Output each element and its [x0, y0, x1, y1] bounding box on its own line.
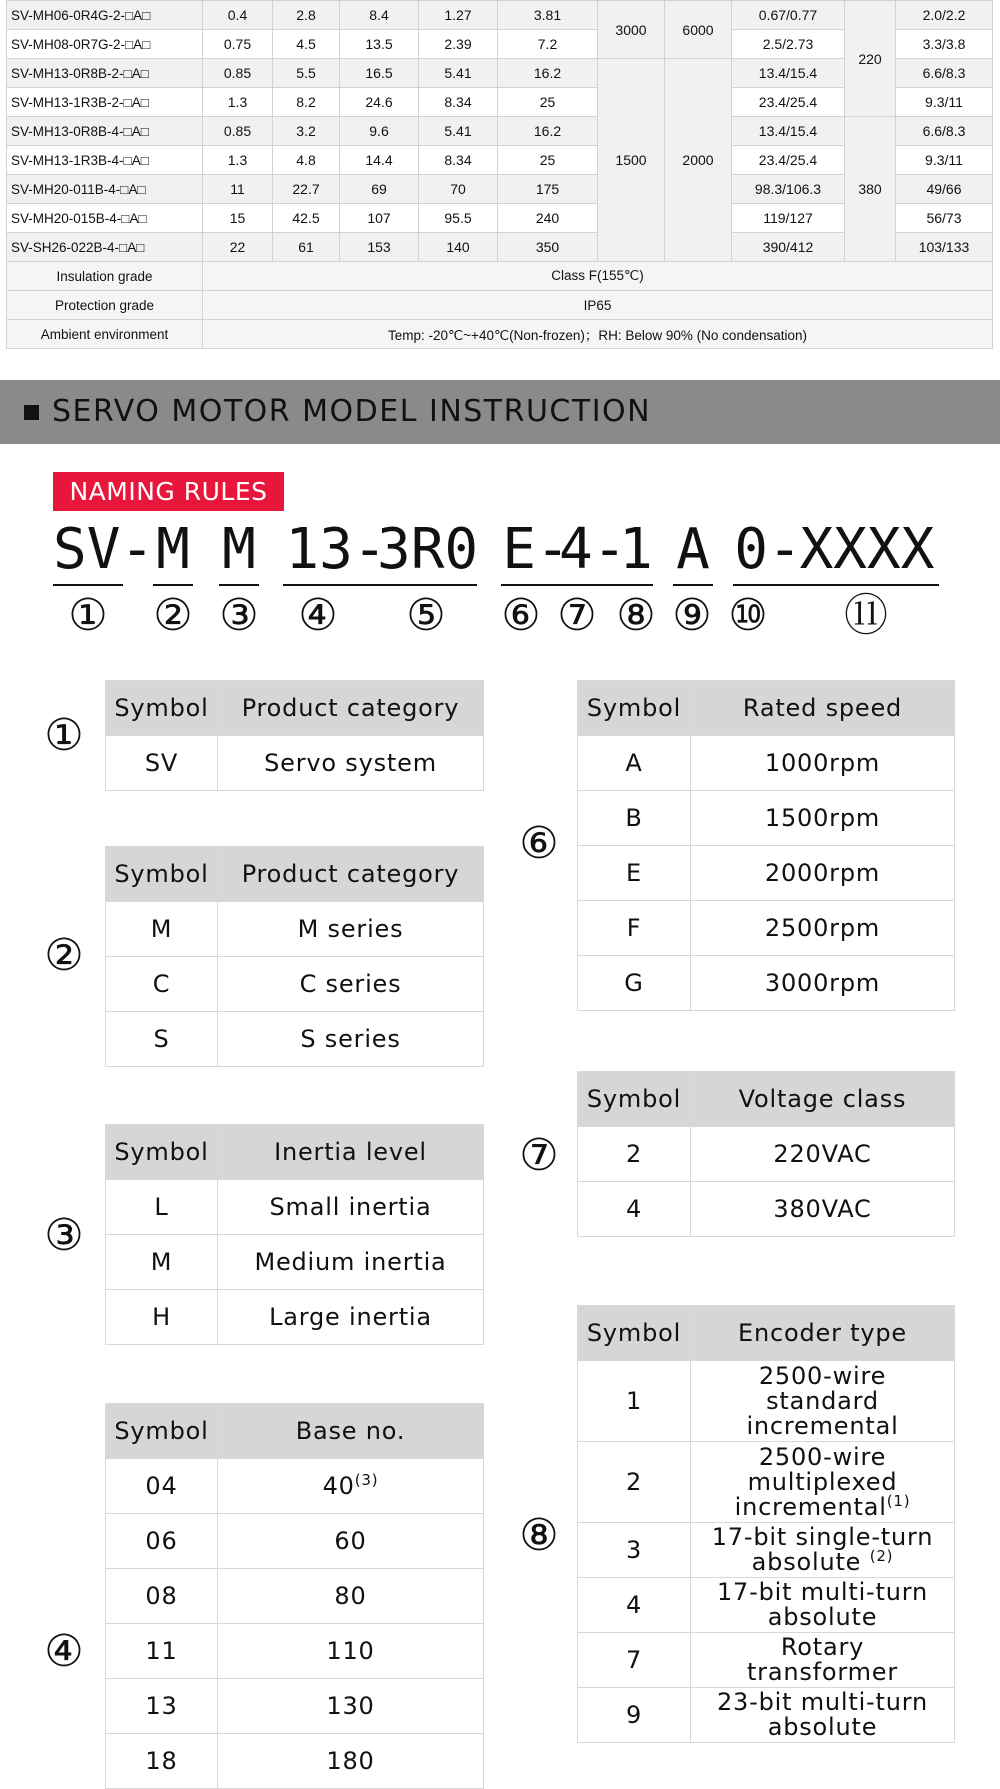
spec-cell: 3.81: [498, 1, 598, 30]
spec-row: [7, 117, 993, 146]
rated-speed-cell: 1500: [598, 59, 665, 262]
spec-cell: 61: [273, 233, 340, 262]
column-header: Symbol: [106, 1404, 218, 1459]
spec-cell: 175: [498, 175, 598, 204]
spec-cell: 0.67/0.77: [732, 1, 845, 30]
rated-speed-table: [577, 680, 955, 1011]
model-cell: SV-SH26-022B-4-□A□: [7, 233, 203, 262]
circled-number-6: ⑥: [501, 590, 541, 641]
column-header: Encoder type: [691, 1306, 955, 1361]
max-speed-cell: 6000: [665, 1, 732, 59]
table-row: [106, 902, 484, 957]
model-code-part: 0-: [733, 516, 803, 586]
column-header: Voltage class: [691, 1072, 955, 1127]
value-cell: 220VAC: [691, 1127, 955, 1182]
symbol-cell: H: [106, 1290, 218, 1345]
voltage-cell: 220: [845, 1, 896, 117]
column-header: Inertia level: [218, 1125, 484, 1180]
spec-cell: 13.4/15.4: [732, 59, 845, 88]
symbol-cell: C: [106, 957, 218, 1012]
symbol-cell: 08: [106, 1569, 218, 1624]
spec-cell: 5.41: [419, 117, 498, 146]
spec-cell: 2.39: [419, 30, 498, 59]
voltage-cell: 380: [845, 117, 896, 262]
encoder-line: incremental: [746, 1411, 899, 1440]
model-code-part: 13-: [283, 516, 389, 586]
product-category-table: [105, 680, 484, 791]
footer-value: Temp: -20℃~+40℃(Non-frozen)；RH: Below 90% (No condensation): [203, 320, 993, 349]
value-cell: 1500rpm: [691, 791, 955, 846]
symbol-cell: M: [106, 902, 218, 957]
encoder-line: transformer: [746, 1658, 899, 1686]
circled-number-5: ⑤: [406, 590, 446, 641]
footer-value: IP65: [203, 291, 993, 320]
spec-cell: 9.3/11: [896, 88, 993, 117]
rated-speed-cell: 3000: [598, 1, 665, 59]
spec-cell: 16.2: [498, 117, 598, 146]
table-row: [578, 791, 955, 846]
footer-label: Insulation grade: [7, 262, 203, 291]
spec-cell: 69: [340, 175, 419, 204]
spec-cell: 23.4/25.4: [732, 88, 845, 117]
circled-number-4: ④: [298, 590, 338, 641]
symbol-cell: F: [578, 901, 691, 956]
spec-cell: 0.85: [203, 117, 273, 146]
spec-cell: 6.6/8.3: [896, 117, 993, 146]
spec-cell: 15: [203, 204, 273, 233]
value-cell: 110: [218, 1624, 484, 1679]
encoder-line-text: incremental: [734, 1492, 887, 1521]
spec-cell: 7.2: [498, 30, 598, 59]
value-cell: 130: [218, 1679, 484, 1734]
value-cell: 60: [218, 1514, 484, 1569]
model-code-part: A: [673, 516, 713, 586]
table-row: [106, 1734, 484, 1789]
spec-cell: 5.5: [273, 59, 340, 88]
symbol-cell: E: [578, 846, 691, 901]
base-number-table: [105, 1403, 484, 1789]
encoder-line: 23-bit multi-turn: [716, 1688, 928, 1716]
circled-number-3: ③: [219, 590, 259, 641]
table-row: [106, 1290, 484, 1345]
circled-number-8: ⑧: [616, 590, 656, 641]
encoder-line-text: absolute: [751, 1548, 862, 1576]
table-row: [106, 1624, 484, 1679]
spec-cell: 153: [340, 233, 419, 262]
value-cell: S series: [218, 1012, 484, 1067]
symbol-cell: 04: [106, 1459, 218, 1514]
table-row: [578, 1633, 955, 1688]
symbol-cell: 11: [106, 1624, 218, 1679]
spec-cell: 1.3: [203, 88, 273, 117]
encoder-type-table: [577, 1305, 955, 1743]
spec-cell: 23.4/25.4: [732, 146, 845, 175]
encoder-line: Rotary: [780, 1633, 865, 1661]
spec-cell: 119/127: [732, 204, 845, 233]
column-header: Symbol: [578, 1306, 691, 1361]
table-row: [578, 736, 955, 791]
spec-cell: 3.2: [273, 117, 340, 146]
spec-cell: 13.5: [340, 30, 419, 59]
table-row: [578, 1578, 955, 1633]
value-cell: 180: [218, 1734, 484, 1789]
model-cell: SV-MH20-011B-4-□A□: [7, 175, 203, 204]
spec-cell: 56/73: [896, 204, 993, 233]
footnote-ref: (3): [354, 1470, 379, 1489]
spec-cell: 8.4: [340, 1, 419, 30]
spec-cell: 70: [419, 175, 498, 204]
spec-cell: 8.2: [273, 88, 340, 117]
naming-rules-badge: NAMING RULES: [53, 472, 284, 511]
symbol-cell: 4: [578, 1182, 691, 1237]
symbol-cell: 1: [578, 1361, 691, 1442]
spec-cell: 140: [419, 233, 498, 262]
circled-number-9: ⑨: [672, 590, 712, 641]
table-row: [578, 1182, 955, 1237]
circled-number-2: ②: [153, 590, 193, 641]
spec-cell: 390/412: [732, 233, 845, 262]
section-header: [0, 380, 1000, 444]
value-cell: C series: [218, 957, 484, 1012]
value-cell: Small inertia: [218, 1180, 484, 1235]
footnote-ref: (1): [886, 1491, 911, 1510]
table-row: [578, 1523, 955, 1578]
value-cell: 1000rpm: [691, 736, 955, 791]
column-header: Base no.: [218, 1404, 484, 1459]
spec-cell: 95.5: [419, 204, 498, 233]
symbol-cell: 3: [578, 1523, 691, 1578]
spec-cell: 107: [340, 204, 419, 233]
spec-cell: 49/66: [896, 175, 993, 204]
spec-cell: 2.8: [273, 1, 340, 30]
table-header-row: [106, 681, 484, 736]
table-row: [578, 846, 955, 901]
section-title: SERVO MOTOR MODEL INSTRUCTION: [52, 394, 652, 429]
spec-row: [7, 1, 993, 30]
table-row: [578, 1127, 955, 1182]
table-marker-8: ⑧: [519, 1510, 559, 1561]
symbol-cell: G: [578, 956, 691, 1011]
model-cell: SV-MH08-0R7G-2-□A□: [7, 30, 203, 59]
table-marker-3: ③: [44, 1210, 84, 1261]
value-cell: 3000rpm: [691, 956, 955, 1011]
value-cell: [691, 1361, 955, 1442]
table-row: [106, 957, 484, 1012]
column-header: Rated speed: [691, 681, 955, 736]
spec-cell: 5.41: [419, 59, 498, 88]
spec-cell: 8.34: [419, 146, 498, 175]
model-cell: SV-MH13-0R8B-2-□A□: [7, 59, 203, 88]
model-code-part: 3R0: [377, 516, 477, 586]
symbol-cell: 4: [578, 1578, 691, 1633]
table-header-row: [106, 1404, 484, 1459]
spec-cell: 4.8: [273, 146, 340, 175]
value-cell: [691, 1578, 955, 1633]
spec-cell: 9.6: [340, 117, 419, 146]
table-row: [106, 1679, 484, 1734]
encoder-line: [691, 1547, 954, 1576]
spec-footer-row: [7, 320, 993, 349]
spec-cell: 42.5: [273, 204, 340, 233]
column-header: Symbol: [578, 1072, 691, 1127]
spec-cell: 240: [498, 204, 598, 233]
value-cell: [691, 1688, 955, 1743]
value-cell: 2000rpm: [691, 846, 955, 901]
table-row: [578, 1688, 955, 1743]
symbol-cell: S: [106, 1012, 218, 1067]
footnote-ref: (2): [869, 1547, 894, 1565]
spec-cell: 11: [203, 175, 273, 204]
circled-number-7: ⑦: [557, 590, 597, 641]
table-marker-6: ⑥: [519, 818, 559, 869]
column-header: Symbol: [106, 847, 218, 902]
value-cell: [691, 1633, 955, 1688]
spec-cell: 25: [498, 88, 598, 117]
table-marker-1: ①: [44, 710, 84, 761]
column-header: Symbol: [106, 1125, 218, 1180]
symbol-cell: 9: [578, 1688, 691, 1743]
square-bullet-icon: [24, 405, 39, 420]
table-row: [106, 1012, 484, 1067]
symbol-cell: 2: [578, 1127, 691, 1182]
table-row: [578, 1442, 955, 1523]
spec-cell: 8.34: [419, 88, 498, 117]
footer-label: Protection grade: [7, 291, 203, 320]
table-header-row: [106, 1125, 484, 1180]
symbol-cell: 18: [106, 1734, 218, 1789]
spec-cell: 1.3: [203, 146, 273, 175]
footer-value: Class F(155℃): [203, 262, 993, 291]
spec-cell: 22: [203, 233, 273, 262]
symbol-cell: B: [578, 791, 691, 846]
symbol-cell: 06: [106, 1514, 218, 1569]
model-code-part: XXXX: [795, 516, 939, 586]
encoder-line: 17-bit single-turn: [711, 1523, 934, 1551]
spec-cell: 9.3/11: [896, 146, 993, 175]
value-cell: Medium inertia: [218, 1235, 484, 1290]
spec-footer-row: [7, 262, 993, 291]
value-cell: 2500rpm: [691, 901, 955, 956]
model-code-part: M: [153, 516, 193, 586]
table-header-row: [578, 1072, 955, 1127]
spec-cell: 0.85: [203, 59, 273, 88]
value-cell: [218, 1459, 484, 1514]
spec-cell: 103/133: [896, 233, 993, 262]
encoder-line: absolute: [767, 1603, 878, 1631]
base-value: 40: [322, 1471, 355, 1500]
value-cell: 380VAC: [691, 1182, 955, 1237]
table-row: [106, 1569, 484, 1624]
spec-cell: 2.5/2.73: [732, 30, 845, 59]
voltage-class-table: [577, 1071, 955, 1237]
symbol-cell: 2: [578, 1442, 691, 1523]
spec-cell: 6.6/8.3: [896, 59, 993, 88]
table-row: [106, 1235, 484, 1290]
model-cell: SV-MH13-1R3B-4-□A□: [7, 146, 203, 175]
symbol-cell: 7: [578, 1633, 691, 1688]
symbol-cell: SV: [106, 736, 218, 791]
symbol-cell: L: [106, 1180, 218, 1235]
max-speed-cell: 2000: [665, 59, 732, 262]
value-cell: Servo system: [218, 736, 484, 791]
model-code-part: 4-: [559, 516, 623, 586]
spec-cell: 2.0/2.2: [896, 1, 993, 30]
encoder-line: multiplexed: [747, 1467, 898, 1496]
spec-cell: 16.5: [340, 59, 419, 88]
model-cell: SV-MH13-0R8B-4-□A□: [7, 117, 203, 146]
value-cell: Large inertia: [218, 1290, 484, 1345]
model-cell: SV-MH20-015B-4-□A□: [7, 204, 203, 233]
table-marker-4: ④: [44, 1626, 84, 1677]
table-row: [578, 956, 955, 1011]
table-row: [106, 736, 484, 791]
footer-label: Ambient environment: [7, 320, 203, 349]
spec-cell: 350: [498, 233, 598, 262]
column-header: Symbol: [578, 681, 691, 736]
column-header: Product category: [218, 847, 484, 902]
spec-cell: 16.2: [498, 59, 598, 88]
table-row: [106, 1514, 484, 1569]
table-marker-2: ②: [44, 930, 84, 981]
spec-cell: 25: [498, 146, 598, 175]
spec-cell: 4.5: [273, 30, 340, 59]
encoder-line: 2500-wire: [758, 1442, 887, 1471]
table-header-row: [578, 681, 955, 736]
spec-footer-row: [7, 291, 993, 320]
model-cell: SV-MH13-1R3B-2-□A□: [7, 88, 203, 117]
encoder-line: 17-bit multi-turn: [716, 1578, 928, 1606]
table-row: [106, 1180, 484, 1235]
spec-cell: 14.4: [340, 146, 419, 175]
model-code-part: E-: [501, 516, 571, 586]
spec-cell: 13.4/15.4: [732, 117, 845, 146]
table-row: [578, 1361, 955, 1442]
model-cell: SV-MH06-0R4G-2-□A□: [7, 1, 203, 30]
circled-number-11: ⑪: [844, 590, 888, 641]
value-cell: M series: [218, 902, 484, 957]
table-header-row: [106, 847, 484, 902]
encoder-line: [691, 1491, 954, 1521]
value-cell: [691, 1523, 955, 1578]
encoder-line: 2500-wire: [758, 1361, 887, 1390]
symbol-cell: A: [578, 736, 691, 791]
spec-table-body: [7, 1, 993, 349]
spec-table: [6, 0, 993, 349]
model-code-part: SV-: [53, 516, 123, 586]
encoder-line: absolute: [767, 1713, 878, 1741]
value-cell: [691, 1442, 955, 1523]
table-row: [106, 1459, 484, 1514]
spec-cell: 24.6: [340, 88, 419, 117]
spec-cell: 1.27: [419, 1, 498, 30]
table-header-row: [578, 1306, 955, 1361]
symbol-cell: 13: [106, 1679, 218, 1734]
encoder-line: standard: [766, 1386, 879, 1415]
symbol-cell: M: [106, 1235, 218, 1290]
circled-number-1: ①: [68, 590, 108, 641]
model-code-part: 1: [619, 516, 653, 586]
inertia-level-table: [105, 1124, 484, 1345]
table-row: [578, 901, 955, 956]
spec-cell: 3.3/3.8: [896, 30, 993, 59]
spec-cell: 0.4: [203, 1, 273, 30]
table-marker-7: ⑦: [519, 1130, 559, 1181]
value-cell: 80: [218, 1569, 484, 1624]
spec-cell: 0.75: [203, 30, 273, 59]
model-code-part: M: [219, 516, 259, 586]
spec-cell: 22.7: [273, 175, 340, 204]
circled-number-10: ⑩: [728, 590, 768, 641]
spec-cell: 98.3/106.3: [732, 175, 845, 204]
column-header: Symbol: [106, 681, 218, 736]
series-table: [105, 846, 484, 1067]
column-header: Product category: [218, 681, 484, 736]
